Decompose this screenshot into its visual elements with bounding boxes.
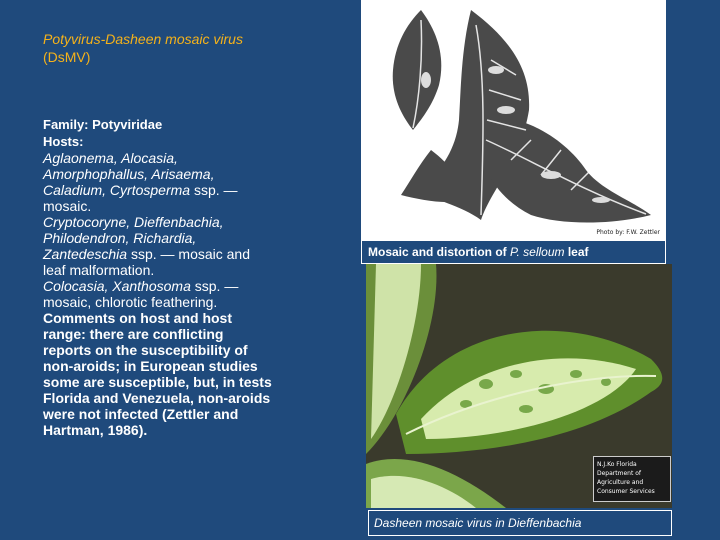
host-paragraph-1 (43, 150, 273, 214)
leaf-photo-bw (361, 0, 666, 240)
host-species-2: Cryptocoryne, Dieffenbachia, Philodendron, Richardia, Zantedeschia (43, 214, 224, 262)
host-species-3: Colocasia, Xanthosoma (43, 278, 191, 294)
photo-credit: Photo by: F.W. Zettler (596, 229, 660, 236)
host-note-3: ssp. — mosaic, chlorotic feathering. (43, 278, 239, 310)
hosts-label: Hosts: (43, 134, 84, 149)
title-main: Potyvirus-Dasheen mosaic virus (43, 31, 243, 47)
comments-paragraph: Comments on host and host range: there are conflicting reports on the susceptibility of non-aroids; in European studies some are susceptible, but, in tests Florida and Venezuela, non-aroids were not infected (Zettler and Hartman, 1986). (43, 310, 272, 438)
host-note-1: ssp. — mosaic. (43, 182, 238, 214)
family-label: Family: Potyviridae (43, 117, 163, 132)
photo-credit-2: N.J.Ko Florida Department of Agriculture and Consumer Services (593, 456, 671, 502)
host-note-2: ssp. — mosaic and leaf malformation. (43, 246, 251, 278)
caption-1-text: Mosaic and distortion of (368, 245, 507, 259)
figure-caption-2: Dasheen mosaic virus in Dieffenbachia (368, 510, 672, 536)
title-abbreviation: (DsMV) (43, 49, 91, 65)
figure-caption-1 (361, 240, 666, 264)
host-paragraph-3 (43, 278, 273, 310)
caption-1-species: P. selloum (510, 245, 565, 259)
body-text (43, 116, 273, 438)
mosaic-leaf-illustration (361, 0, 666, 240)
caption-1-suffix: leaf (567, 245, 589, 259)
host-paragraph-2 (43, 214, 273, 278)
slide-title (43, 30, 283, 66)
host-species-1: Aglaonema, Alocasia, Amorphophallus, Arisaema, Caladium, Cyrtosperma (43, 150, 215, 198)
